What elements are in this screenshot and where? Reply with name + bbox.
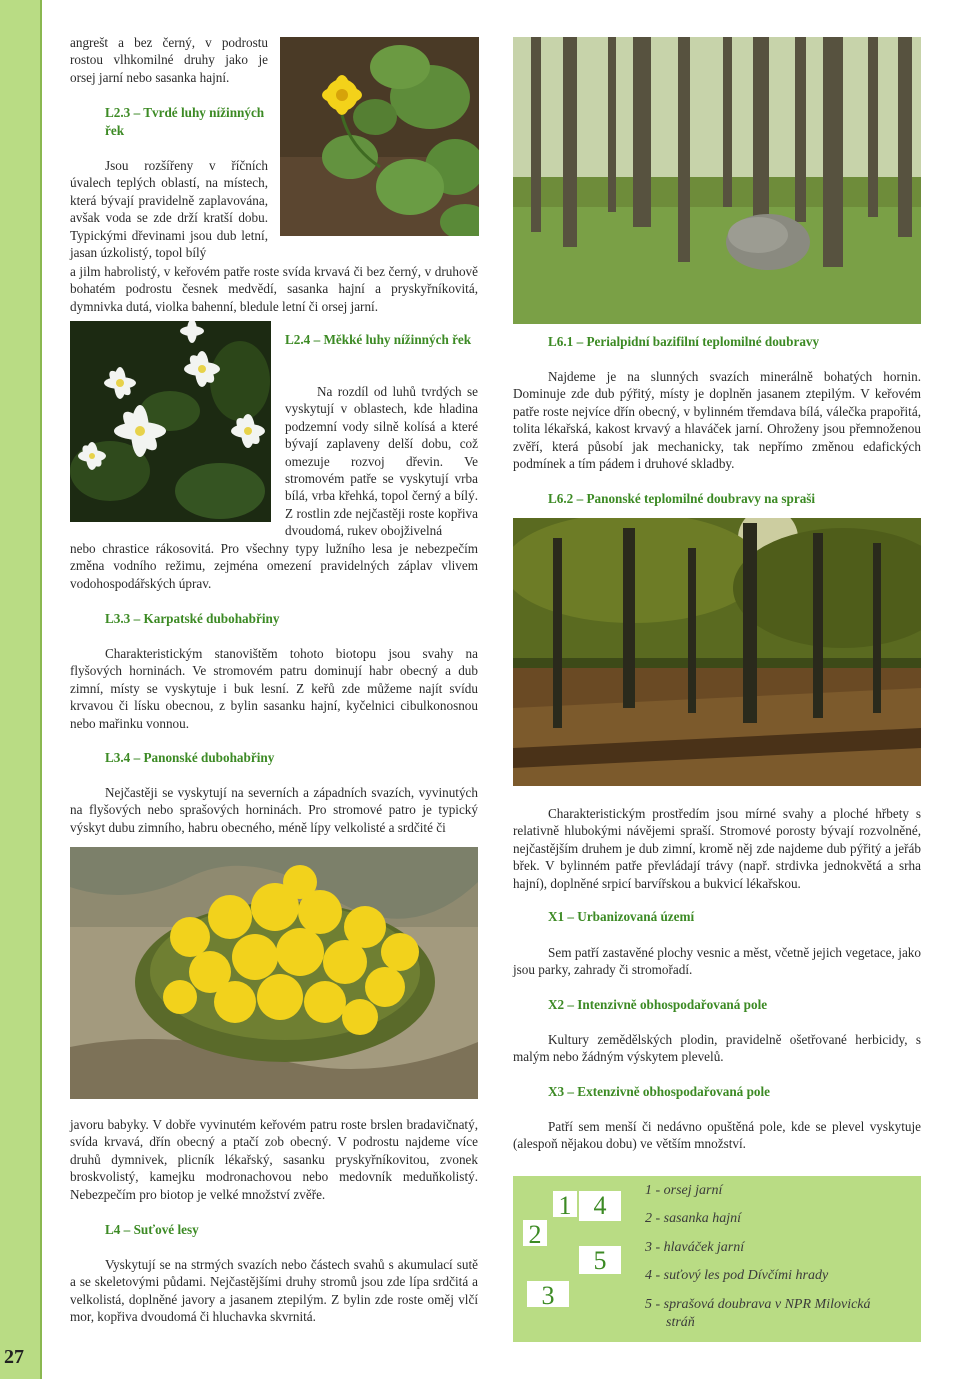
paragraph-x2: Kultury zemědělských plodin, pravidelně ošetřované herbicidy, s malým nebo žádným výskytem plevelů. [513,1032,921,1065]
paragraph-l4: Vyskytují se na strmých svazích nebo částech svahů s akumulací sutě a se skeletovými půdami. Nejčastějšími druhy stromů jsou zde lípa srdčitá a velkolistá, doplněné javory a jasanem ztepilým. Z bylin zde roste oměj vlčí mor, kopřiva dvoudomá či hluchavka skvrnitá. [70,1257,478,1325]
paragraph-l6-1: Najdeme je na slunných svazích minerálně bohatých hornin. Dominuje zde dub pýřitý, místy je doplněn jasanem ztepilým. V keřovém patře roste nejvíce dřín obecný, v bylinném třemdava bílá, válečka prapořitá, tolita lékařská, kakost krvavý a hlaváček jarní. Ohroženy jsou přemnoženou zvěří, která působí jak mechanicky, tak nepřímo změnou edafických podmínek a tím pádem i druhové skladby. [513,369,921,472]
paragraph-l2-4-a: Na rozdíl od luhů tvrdých se vyskytují v oblastech, kde hladina podzemní vody silně kolísá a které bývají zaplaveny delší dobu, což omezuje rozvoj dřevin. Ve stromovém patře se vyskytují vrba bílá, vrba křehká, topol černý a bílý. Z rostlin zde nejčastěji roste kopřiva dvoudomá, rukev obojživelná [285,384,478,539]
paragraph-l3-4-cont: javoru babyky. V dobře vyvinutém keřovém patru roste brslen bradavičnatý, svída krvavá, dřín obecný a ptačí zob obecný. V podrostu najdeme více druhů dymnivek, plicník lékařský, sasanku pryskyřníkovitou, zvonek broskvolistý, kamejku modronachovou nebo medovník meduňkolistý. Nebezpečím pro biotop je velké množství zvěře. [70,1117,478,1202]
paragraph-l2-3-a: Jsou rozšířeny v říčních úvalech teplých oblastí, na místech, která bývají pravidelně zaplavována, avšak voda se zde drží kratší dobu. Typickými dřevinami jsou dub letní, jasan úzkolistý, topol bílý [70,158,268,261]
photo-spring-adonis [70,847,478,1099]
legend-item-1: 1 - orsej jarní [645,1183,723,1198]
paragraph-l2-3-b: a jilm habrolistý, v keřovém patře roste svída krvavá či bez černý, v druhově bohatém podrostu česnek medvědí, sasanka hajní a pryskyřníkovitá, dymnivka dutá, violka bahenní, bledule letní či orsej jarní. [70,264,478,314]
heading-x2: X2 – Intenzivně obhospodařovaná pole [548,997,768,1012]
photo-loess-oak-forest [513,518,921,786]
legend-item-5-cont: stráň [666,1315,695,1330]
page-sidebar-band [0,0,40,1379]
page-number: 27 [4,1346,24,1368]
photo-lesser-celandine [280,37,479,236]
legend-item-4: 4 - suťový les pod Dívčími hrady [645,1268,829,1283]
photo-legend [513,1176,921,1342]
legend-box-2: 2 [523,1220,547,1246]
heading-l2-4: L2.4 – Měkké luhy nížinných řek [285,332,472,347]
paragraph-x3: Patří sem menší či nedávno opuštěná pole, kde se plevel vyskytuje (alespoň nějakou dobu) ve větším množství. [513,1119,921,1152]
heading-l3-3: L3.3 – Karpatské dubohabřiny [105,611,280,626]
paragraph-l3-3: Charakteristickým stanovištěm tohoto biotopu jsou svahy na flyšových horninách. Ve stromovém patru dominují habr obecný a dub zimní, místy se vyskytuje i buk lesní. Z keřů zde můžeme najít svídu krvavou či lísku obecnou, z bylin sasanku hajní, kyčelnici cibulkonosnou nebo mařinku vonnou. [70,646,478,731]
heading-l4: L4 – Suťové lesy [105,1222,199,1237]
sidebar-edge-line [40,0,42,1379]
paragraph-l3-4: Nejčastěji se vyskytují na severních a západních svazích, vyvinutých na flyšových nebo sprašových horninách. Pro stromové patro je typický výskyt dubu zimního, habru obecného, méně lípy velkolisté a srdčité či [70,785,478,835]
legend-item-2: 2 - sasanka hajní [645,1211,742,1226]
legend-item-3: 3 - hlaváček jarní [645,1240,745,1255]
paragraph-l6-2: Charakteristickým prostředím jsou mírné svahy a ploché hřbety s relativně hlubokými návějemi spraší. Stromové porosty bývají rozvolněné, nejčastějším druhem je dub zimní, kromě něj zde najdeme dub pýřitý a jeřáb břek. V bylinném patře převládají trávy (např. strdivka jednokvětá a srha hajní), doplněné srpicí barvířskou a bukvicí lékařskou. [513,806,921,891]
photo-scree-forest [513,37,921,324]
heading-x1: X1 – Urbanizovaná území [548,909,695,924]
legend-box-1: 1 [553,1191,577,1217]
heading-l3-4: L3.4 – Panonské dubohabřiny [105,750,275,765]
photo-wood-anemone [70,321,271,522]
paragraph-x1: Sem patří zastavěné plochy vesnic a měst, včetně jejich vegetace, jako jsou parky, zahrady či stromořadí. [513,945,921,978]
heading-l6-2: L6.2 – Panonské teplomilné doubravy na spraši [548,491,816,506]
intro-paragraph: angrešt a bez černý, v podrostu rostou vlhkomilné druhy jako je orsej jarní nebo sasanka hajní. [70,35,268,85]
legend-box-4: 4 [579,1191,621,1221]
heading-l6-1: L6.1 – Perialpidní bazifilní teplomilné doubravy [548,334,820,349]
heading-l2-3: L2.3 – Tvrdé luhy nížinných řek [105,105,265,138]
legend-box-3: 3 [527,1281,569,1307]
heading-x3: X3 – Extenzivně obhospodařovaná pole [548,1084,771,1099]
legend-item-5: 5 - sprašová doubrava v NPR Milovická [645,1297,871,1312]
paragraph-l2-4-b: nebo chrastice rákosovitá. Pro všechny typy lužního lesa je nebezpečím změna vodního režimu, zejména omezení pravidelných záplav vlivem vodohospodářských úprav. [70,541,478,591]
legend-box-5: 5 [579,1246,621,1274]
